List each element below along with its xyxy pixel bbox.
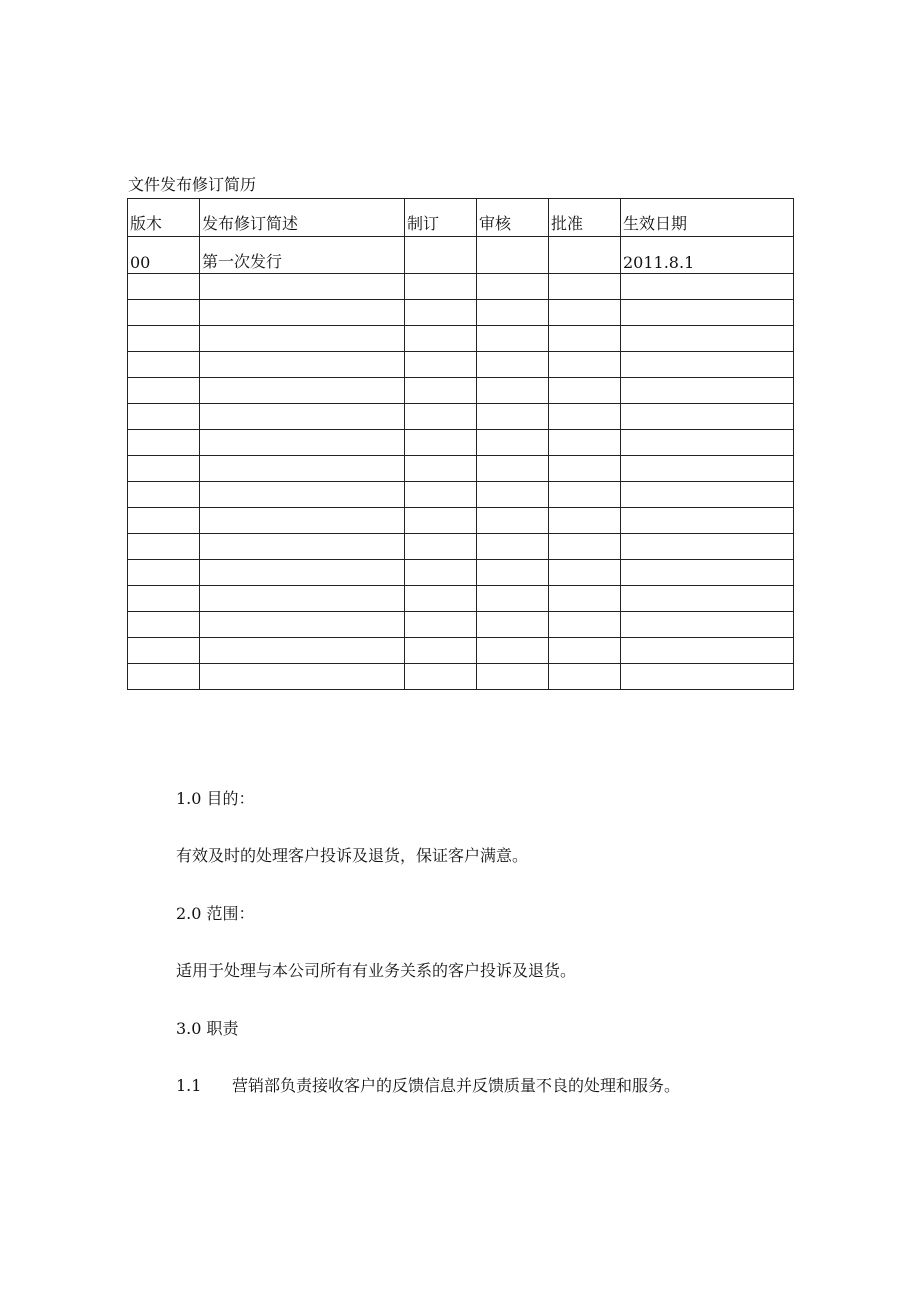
table-cell-empty	[621, 560, 794, 586]
table-cell-empty	[405, 534, 477, 560]
table-header-row	[128, 199, 794, 237]
table-cell-empty	[549, 404, 621, 430]
table-cell-empty	[128, 508, 200, 534]
table-cell-empty	[128, 404, 200, 430]
table-cell-empty	[200, 586, 405, 612]
cell-version: 00	[128, 237, 200, 274]
table-cell-empty	[200, 274, 405, 300]
table-row-empty	[128, 560, 794, 586]
table-cell-empty	[405, 586, 477, 612]
table-cell-empty	[621, 508, 794, 534]
cell-effective-date: 2011.8.1	[621, 237, 794, 274]
table-cell-empty	[405, 352, 477, 378]
table-cell-empty	[549, 534, 621, 560]
table-cell-empty	[549, 560, 621, 586]
table-cell-empty	[477, 456, 549, 482]
table-cell-empty	[128, 274, 200, 300]
header-reviewed: 审核	[477, 199, 549, 237]
table-cell-empty	[477, 508, 549, 534]
table-cell-empty	[621, 378, 794, 404]
table-cell-empty	[477, 534, 549, 560]
table-cell-empty	[200, 352, 405, 378]
cell-prepared	[405, 237, 477, 274]
table-row-empty	[128, 534, 794, 560]
table-cell-empty	[477, 586, 549, 612]
table-cell-empty	[200, 300, 405, 326]
table-cell-empty	[128, 352, 200, 378]
table-cell-empty	[128, 612, 200, 638]
table-cell-empty	[477, 300, 549, 326]
table-cell-empty	[549, 274, 621, 300]
cell-description: 第一次发行	[200, 237, 405, 274]
table-cell-empty	[549, 456, 621, 482]
duty-heading: 3.0 职责	[176, 1019, 239, 1038]
table-cell-empty	[621, 638, 794, 664]
table-cell-empty	[477, 482, 549, 508]
table-cell-empty	[621, 612, 794, 638]
table-cell-empty	[128, 378, 200, 404]
table-row	[128, 237, 794, 274]
table-cell-empty	[405, 378, 477, 404]
header-description: 发布修订简述	[200, 199, 405, 237]
table-cell-empty	[477, 560, 549, 586]
table-cell-empty	[128, 456, 200, 482]
table-cell-empty	[128, 560, 200, 586]
table-cell-empty	[621, 326, 794, 352]
table-cell-empty	[128, 638, 200, 664]
scope-heading: 2.0 范围：	[176, 904, 255, 923]
table-row-empty	[128, 638, 794, 664]
table-cell-empty	[477, 612, 549, 638]
table-cell-empty	[405, 404, 477, 430]
table-cell-empty	[549, 378, 621, 404]
table-cell-empty	[621, 664, 794, 690]
duty-item-number: 1.1	[176, 1076, 202, 1095]
table-row-empty	[128, 404, 794, 430]
table-cell-empty	[405, 326, 477, 352]
table-cell-empty	[405, 638, 477, 664]
header-effective-date: 生效日期	[621, 199, 794, 237]
table-cell-empty	[621, 534, 794, 560]
header-prepared: 制订	[405, 199, 477, 237]
table-row-empty	[128, 456, 794, 482]
table-cell-empty	[128, 300, 200, 326]
table-cell-empty	[200, 638, 405, 664]
table-row-empty	[128, 482, 794, 508]
header-version: 版木	[128, 199, 200, 237]
table-cell-empty	[549, 352, 621, 378]
table-cell-empty	[621, 456, 794, 482]
table-cell-empty	[405, 274, 477, 300]
table-cell-empty	[477, 274, 549, 300]
table-cell-empty	[549, 508, 621, 534]
table-cell-empty	[128, 430, 200, 456]
table-cell-empty	[549, 612, 621, 638]
table-row-empty	[128, 508, 794, 534]
table-cell-empty	[200, 534, 405, 560]
table-cell-empty	[200, 430, 405, 456]
table-cell-empty	[128, 586, 200, 612]
table-row-empty	[128, 326, 794, 352]
table-cell-empty	[549, 482, 621, 508]
revision-history-title: 文件发布修订简历	[128, 175, 257, 194]
table-cell-empty	[128, 326, 200, 352]
table-cell-empty	[200, 378, 405, 404]
table-cell-empty	[200, 326, 405, 352]
table-cell-empty	[549, 638, 621, 664]
table-cell-empty	[477, 352, 549, 378]
table-row-empty	[128, 430, 794, 456]
table-row-empty	[128, 612, 794, 638]
purpose-text: 有效及时的处理客户投诉及退货，保证客户满意。	[176, 846, 529, 865]
table-cell-empty	[200, 482, 405, 508]
table-cell-empty	[549, 586, 621, 612]
table-row-empty	[128, 378, 794, 404]
table-row-empty	[128, 300, 794, 326]
table-cell-empty	[405, 430, 477, 456]
table-cell-empty	[200, 664, 405, 690]
cell-reviewed	[477, 237, 549, 274]
table-cell-empty	[477, 638, 549, 664]
table-cell-empty	[200, 456, 405, 482]
table-cell-empty	[128, 664, 200, 690]
table-cell-empty	[621, 586, 794, 612]
table-cell-empty	[549, 430, 621, 456]
header-approved: 批准	[549, 199, 621, 237]
table-cell-empty	[405, 508, 477, 534]
table-cell-empty	[549, 326, 621, 352]
table-cell-empty	[200, 404, 405, 430]
table-row-empty	[128, 274, 794, 300]
table-row-empty	[128, 586, 794, 612]
table-cell-empty	[477, 378, 549, 404]
table-cell-empty	[621, 352, 794, 378]
table-cell-empty	[621, 300, 794, 326]
table-cell-empty	[405, 456, 477, 482]
revision-history-table	[127, 198, 794, 690]
table-row-empty	[128, 352, 794, 378]
table-cell-empty	[549, 664, 621, 690]
table-cell-empty	[621, 404, 794, 430]
table-cell-empty	[200, 612, 405, 638]
duty-item-text: 营销部负责接收客户的反馈信息并反馈质量不良的处理和服务。	[232, 1076, 681, 1095]
table-cell-empty	[405, 560, 477, 586]
table-cell-empty	[405, 612, 477, 638]
table-cell-empty	[200, 508, 405, 534]
cell-approved	[549, 237, 621, 274]
table-cell-empty	[477, 326, 549, 352]
table-cell-empty	[128, 482, 200, 508]
purpose-heading: 1.0 目的：	[176, 789, 255, 808]
table-cell-empty	[200, 560, 405, 586]
table-cell-empty	[405, 300, 477, 326]
table-cell-empty	[477, 430, 549, 456]
table-cell-empty	[621, 274, 794, 300]
table-cell-empty	[405, 482, 477, 508]
table-cell-empty	[549, 300, 621, 326]
table-row-empty	[128, 664, 794, 690]
table-cell-empty	[621, 430, 794, 456]
table-cell-empty	[621, 482, 794, 508]
scope-text: 适用于处理与本公司所有有业务关系的客户投诉及退货。	[176, 961, 577, 980]
duty-item	[176, 1076, 680, 1096]
table-cell-empty	[477, 664, 549, 690]
table-cell-empty	[477, 404, 549, 430]
table-cell-empty	[128, 534, 200, 560]
table-cell-empty	[405, 664, 477, 690]
